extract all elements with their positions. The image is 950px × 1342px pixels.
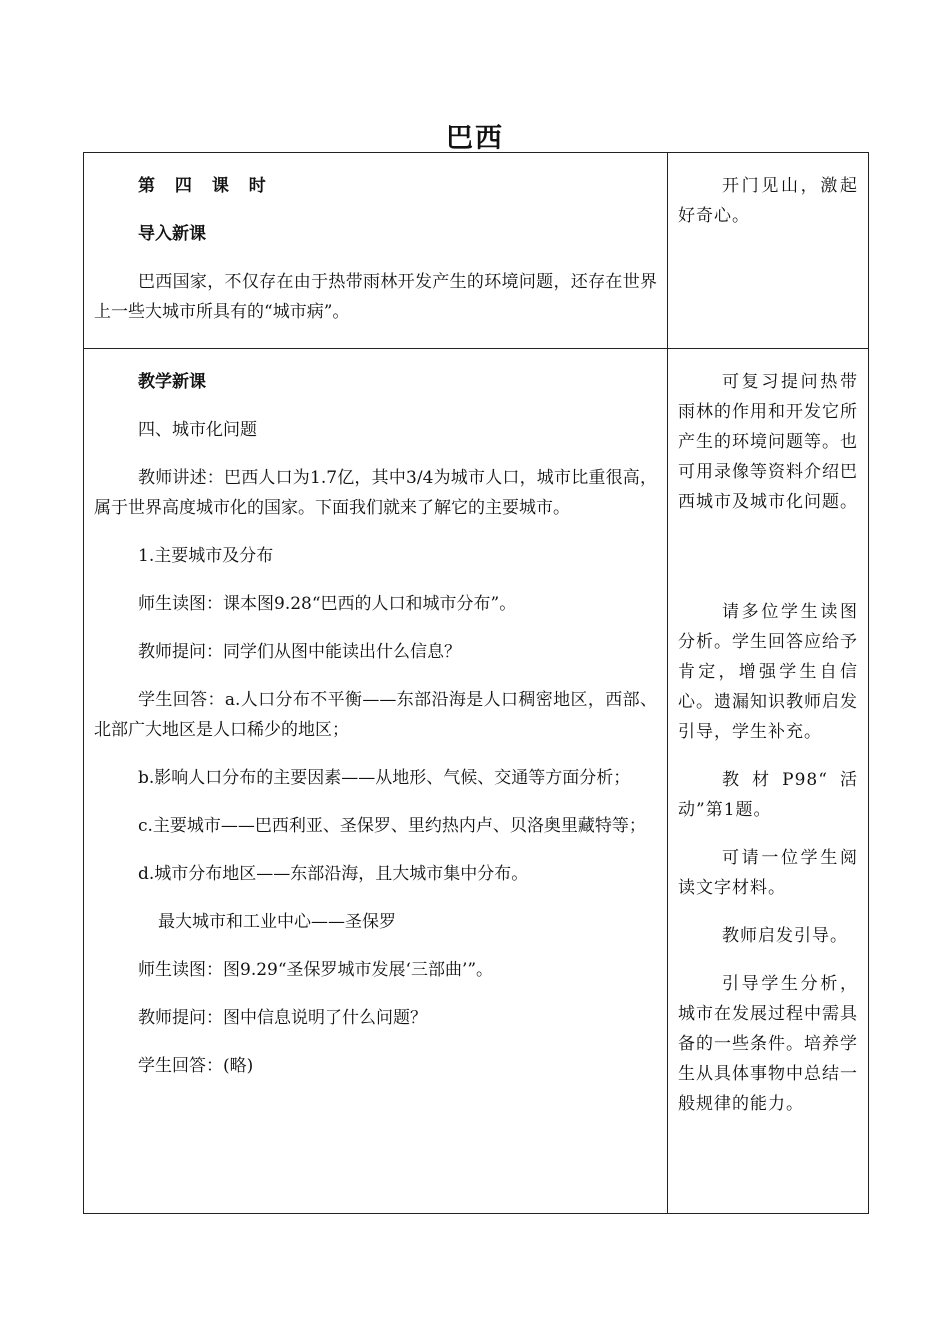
- table-row: [84, 153, 869, 349]
- lesson-paragraph: 1.主要城市及分布: [138, 546, 274, 566]
- lesson-table: [83, 152, 869, 1214]
- page-title: 巴西: [446, 123, 504, 154]
- intro-note: 开门见山，激起好奇心。: [678, 176, 858, 226]
- lesson-note: 教材P98“活动”第1题。: [678, 770, 858, 820]
- lesson-paragraph: 教师提问：图中信息说明了什么问题？: [138, 1008, 427, 1028]
- note-cell-intro: [668, 153, 869, 349]
- table-row: [84, 349, 869, 1214]
- lesson-paragraph: 学生回答：(略): [138, 1056, 254, 1076]
- main-cell-lesson: [84, 349, 668, 1214]
- lesson-heading: 教学新课: [138, 372, 206, 392]
- intro-paragraph: 巴西国家，不仅存在由于热带雨林开发产生的环境问题，还存在世界上一些大城市所具有的“城市病”。: [94, 272, 657, 322]
- lesson-note: 教师启发引导。: [722, 926, 848, 946]
- lesson-paragraph: 师生读图：课本图9.28“巴西的人口和城市分布”。: [138, 594, 517, 614]
- lesson-note: 引导学生分析，城市在发展过程中需具备的一些条件。培养学生从具体事物中总结一般规律的能力。: [678, 974, 858, 1114]
- lesson-paragraph: 教师提问：同学们从图中能读出什么信息？: [138, 642, 461, 662]
- lesson-paragraph: 最大城市和工业中心——圣保罗: [158, 912, 396, 932]
- lesson-paragraph: d.城市分布地区——东部沿海，且大城市集中分布。: [138, 864, 529, 884]
- lesson-paragraph: 师生读图：图9.29“圣保罗城市发展‘三部曲’”。: [138, 960, 494, 980]
- lesson-paragraph: 教师讲述：巴西人口为1.7亿，其中3/4为城市人口，城市比重很高，属于世界高度城市化的国家。下面我们就来了解它的主要城市。: [94, 468, 657, 518]
- intro-subheading: 导入新课: [138, 224, 206, 244]
- lesson-paragraph: c.主要城市——巴西利亚、圣保罗、里约热内卢、贝洛奥里藏特等；: [138, 816, 646, 836]
- lesson-period-heading: 第 四 课 时: [138, 176, 273, 196]
- main-cell-intro: [84, 153, 668, 349]
- lesson-note: 请多位学生读图分析。学生回答应给予肯定，增强学生自信心。遗漏知识教师启发引导，学生补充。: [678, 602, 858, 742]
- lesson-subtitle: 四、城市化问题: [138, 420, 257, 440]
- lesson-paragraph: 学生回答：a.人口分布不平衡——东部沿海是人口稠密地区，西部、北部广大地区是人口稀少的地区；: [94, 690, 657, 740]
- lesson-note: 可复习提问热带雨林的作用和开发它所产生的环境问题等。也可用录像等资料介绍巴西城市及城市化问题。: [678, 372, 858, 512]
- note-cell-lesson: [668, 349, 869, 1214]
- lesson-note: 可请一位学生阅读文字材料。: [678, 848, 858, 898]
- lesson-paragraph: b.影响人口分布的主要因素——从地形、气候、交通等方面分析；: [138, 768, 631, 788]
